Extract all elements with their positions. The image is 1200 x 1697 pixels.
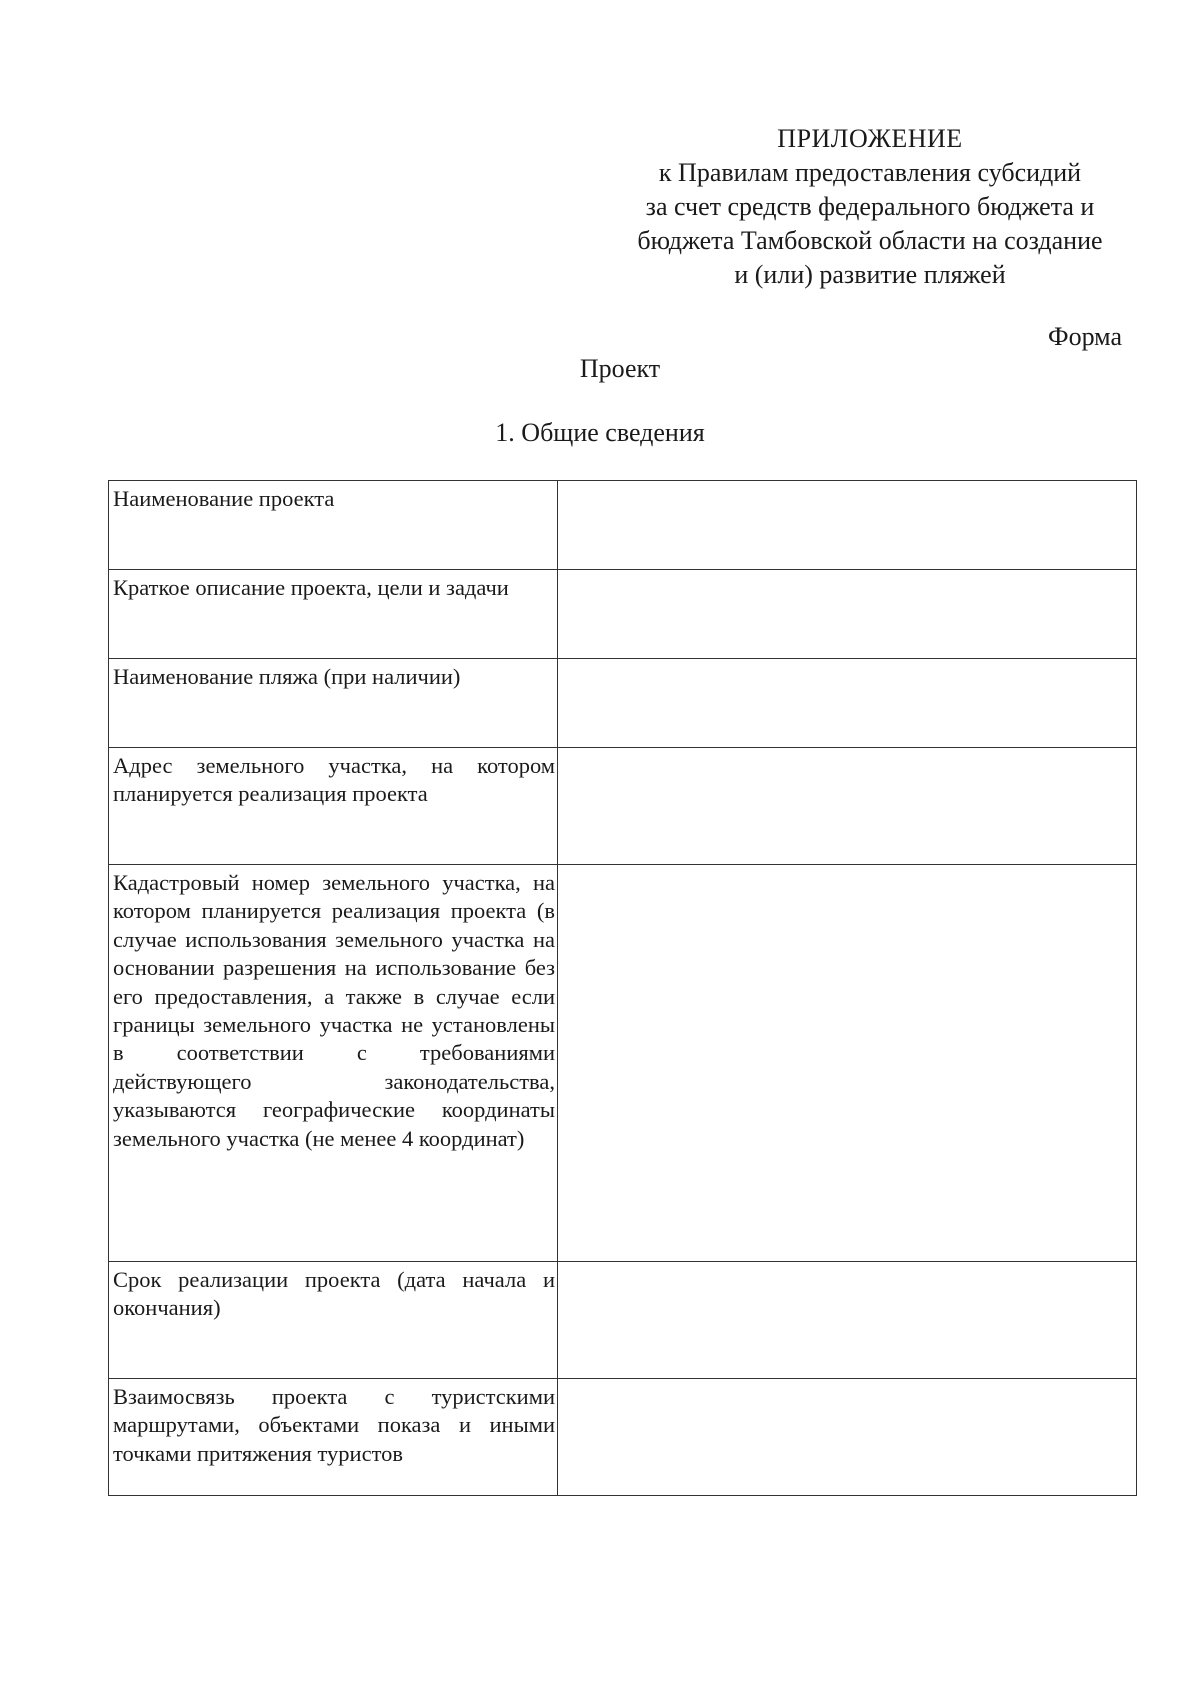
table-row	[109, 1262, 1137, 1379]
row-label-implementation-period: Срок реализации проекта (дата начала и окончания)	[109, 1262, 558, 1379]
project-label: Проект	[579, 354, 661, 383]
row-value-project-description[interactable]	[558, 570, 1137, 659]
row-value-tourist-routes-link[interactable]	[558, 1379, 1137, 1496]
appendix-header	[600, 122, 1140, 292]
table-row	[109, 1379, 1137, 1496]
table-row	[109, 748, 1137, 865]
table-row	[109, 481, 1137, 570]
row-value-cadastral-number[interactable]	[558, 865, 1137, 1262]
table-row	[109, 865, 1137, 1262]
table-row	[109, 570, 1137, 659]
row-label-tourist-routes-link: Взаимосвязь проекта с туристскими маршрутами, объектами показа и иными точками притяжения туристов	[109, 1379, 558, 1496]
section-title: 1. Общие сведения	[495, 418, 705, 447]
general-info-table	[108, 480, 1137, 1496]
row-value-project-name[interactable]	[558, 481, 1137, 570]
row-value-beach-name[interactable]	[558, 659, 1137, 748]
row-label-project-name: Наименование проекта	[109, 481, 558, 570]
appendix-line-2: за счет средств федерального бюджета и	[645, 192, 1095, 221]
form-label: Форма	[1048, 322, 1122, 351]
row-label-land-address: Адрес земельного участка, на котором планируется реализация проекта	[109, 748, 558, 865]
appendix-title: ПРИЛОЖЕНИЕ	[777, 124, 963, 153]
appendix-line-1: к Правилам предоставления субсидий	[658, 158, 1082, 187]
appendix-line-4: и (или) развитие пляжей	[734, 260, 1006, 289]
table-row	[109, 659, 1137, 748]
row-label-project-description: Краткое описание проекта, цели и задачи	[109, 570, 558, 659]
row-label-cadastral-number: Кадастровый номер земельного участка, на котором планируется реализация проекта (в случае использования земельного участка на основании разрешения на использование без его предоставления, а также в случае если границы земельного участка не установлены в соответствии с требованиями действующего законодательства, указываются географические координаты земельного участка (не менее 4 координат)	[109, 865, 558, 1262]
row-value-implementation-period[interactable]	[558, 1262, 1137, 1379]
row-value-land-address[interactable]	[558, 748, 1137, 865]
appendix-line-3: бюджета Тамбовской области на создание	[637, 226, 1103, 255]
row-label-beach-name: Наименование пляжа (при наличии)	[109, 659, 558, 748]
